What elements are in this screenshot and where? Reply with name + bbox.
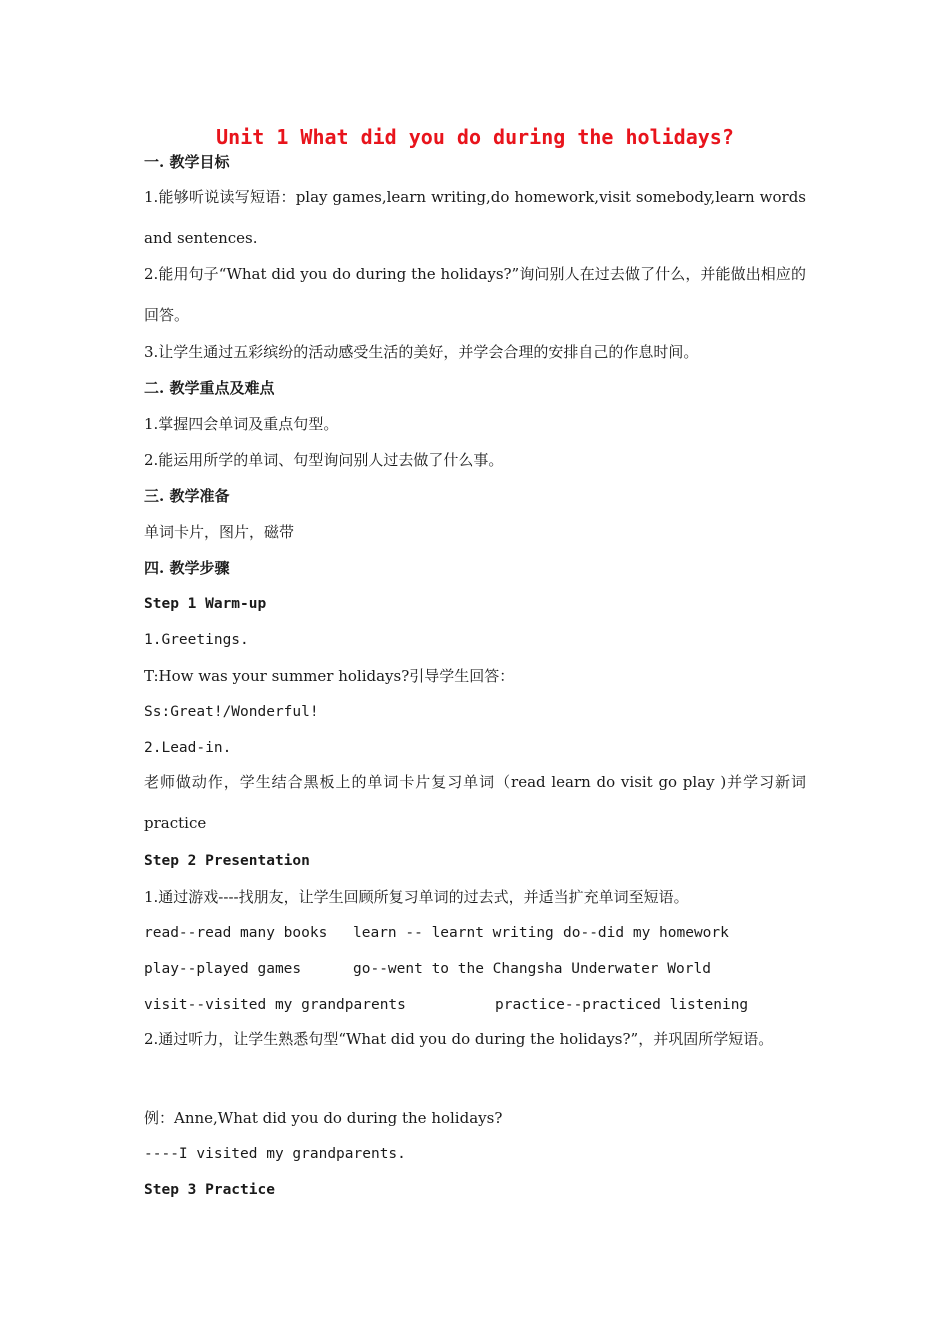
objective-2: 2.能用句子“What did you do during the holidays?”询问别人在过去做了什么，并能做出相应的回答。 bbox=[144, 265, 806, 324]
phrase-item: practice--practiced listening bbox=[495, 997, 749, 1013]
document-title: Unit 1 What did you do during the holidays? bbox=[216, 125, 734, 149]
example-answer: ----I visited my grandparents. bbox=[144, 1146, 406, 1162]
section-heading-key-points: 二. 教学重点及难点 bbox=[144, 379, 275, 397]
section-heading-preparation: 三. 教学准备 bbox=[144, 487, 230, 505]
phrase-item: learn -- learnt writing bbox=[353, 925, 554, 941]
key-point-2: 2.能运用所学的单词、句型询问别人过去做了什么事。 bbox=[144, 451, 504, 469]
objective-1: 1.能够听说读写短语：play games,learn writing,do homework,visit somebody,learn words and sentences. bbox=[144, 188, 806, 247]
step-2-heading: Step 2 Presentation bbox=[144, 853, 310, 869]
step-1-line: 1.Greetings. bbox=[144, 632, 249, 648]
step-3-heading: Step 3 Practice bbox=[144, 1182, 275, 1198]
phrase-item: read--read many books bbox=[144, 925, 328, 941]
objective-3: 3.让学生通过五彩缤纷的活动感受生活的美好，并学会合理的安排自己的作息时间。 bbox=[144, 343, 699, 361]
phrase-item: go--went to the Changsha Underwater World bbox=[353, 961, 711, 977]
phrase-item: visit--visited my grandparents bbox=[144, 997, 406, 1013]
key-point-1: 1.掌握四会单词及重点句型。 bbox=[144, 415, 339, 433]
preparation-text: 单词卡片，图片，磁带 bbox=[144, 523, 295, 541]
phrase-item: play--played games bbox=[144, 961, 302, 977]
step-2-line: 1.通过游戏----找朋友，让学生回顾所复习单词的过去式，并适当扩充单词至短语。 bbox=[144, 888, 689, 906]
step-1-paragraph: 老师做动作，学生结合黑板上的单词卡片复习单词（read learn do visit go play )并学习新词practice bbox=[144, 773, 806, 832]
step-2-paragraph: 2.通过听力，让学生熟悉句型“What did you do during the holidays?”，并巩固所学短语。 bbox=[144, 1030, 774, 1048]
step-1-line: T:How was your summer holidays?引导学生回答： bbox=[144, 667, 515, 685]
section-heading-steps: 四. 教学步骤 bbox=[144, 559, 230, 577]
step-1-line: Ss:Great!/Wonderful! bbox=[144, 704, 319, 720]
step-1-heading: Step 1 Warm-up bbox=[144, 596, 267, 612]
phrase-item: do--did my homework bbox=[563, 925, 729, 941]
section-heading-objectives: 一. 教学目标 bbox=[144, 153, 230, 171]
step-1-line: 2.Lead-in. bbox=[144, 740, 232, 756]
example-question: 例：Anne,What did you do during the holidays? bbox=[144, 1109, 503, 1127]
